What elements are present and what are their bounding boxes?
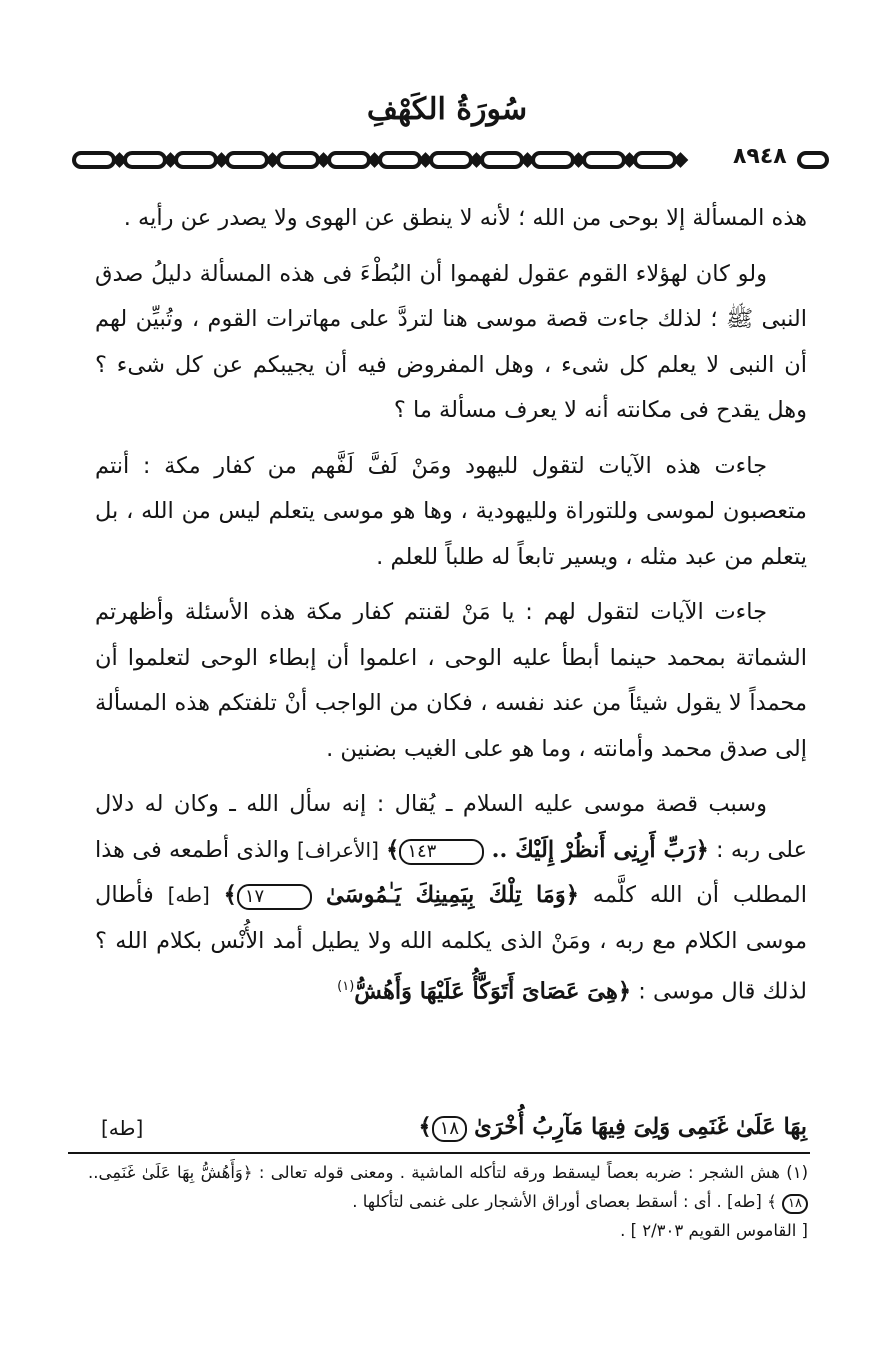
chain-link [380,153,420,167]
ayah-number-3: ١٨ [432,1116,467,1142]
paragraph-5-text-a: وسبب قصة موسى عليه السلام ـ يُقال : إنه سأل الله ـ وكان له دلال على ربه : [95,791,808,863]
chain-link [482,153,522,167]
ayah-number-2: ١٧ [237,884,312,910]
paragraph-4: جاءت الآيات لتقول لهم : يا مَنْ لقنتم كفار مكة هذه الأسئلة وأظهرتم الشماتة بمحمد حينما أبطأ عليه الوحى ، اعلموا أن إبطاء الوحى لتعلموا أن محمداً لا يقول شيئاً من عند نفسه ، فكان من الواجب أنْ تلفتكم هذه المسألة إلى صدق محمد وأمانته ، وما هو على الغيب بضنين . [95,599,807,762]
footnote-separator [68,1152,810,1154]
surah-title: سُورَةُ الكَهْفِ [366,92,528,127]
paragraph-5-text-c: فأطال موسى الكلام مع ربه ، ومَنْ الذى يكلمه الله ولا يطيل أمد الأُنْس بكلام الله ؟ لذلك قال موسى : [95,882,807,1005]
footnote-text-1: (١) هش الشجر : ضربه بعصاً ليسقط ورقه لتأكله الماشية . ومعنى قوله تعالى : ﴿وَأَهُشُّ بِهَا عَلَىٰ غَنَمِى.. [88,1163,808,1182]
last-verse-line: بِهَا عَلَىٰ غَنَمِى وَلِىَ فِيهَا مَآرِبُ أُخْرَىٰ ١٨﴾ [418,1114,807,1140]
quran-verse-4: بِهَا عَلَىٰ غَنَمِى وَلِىَ فِيهَا مَآرِبُ أُخْرَىٰ [474,1114,807,1140]
chain-link [125,153,165,167]
paragraph-5: وسبب قصة موسى عليه السلام ـ يُقال : إنه سأل الله ـ وكان له دلال على ربه : ﴿رَبِّ أَرِنِى أَنظُرْ إِلَيْكَ .. ١٤٣﴾ [الأعراف] والذى أطمعه فى هذا المطلب أن الله كلَّمه ﴿وَمَا تِلْكَ بِيَمِينِكَ يَـٰمُوسَىٰ ١٧﴾ [طه] فأطال موسى الكلام مع ربه ، ومَنْ الذى يكلمه الله ولا يطيل أمد الأُنْس بكلام الله ؟ لذلك قال موسى : ﴿هِىَ عَصَاىَ أَتَوَكَّأُ عَلَيْهَا وَأَهُشُّ$^{(١)}$ [95,791,808,1005]
chain-link [176,153,216,167]
chain-link [74,153,114,167]
footnote-line-1 [88,1158,808,1216]
chain-link [533,153,573,167]
footnote-marker: (١) [337,979,355,994]
surah-ref-3: [طه] [101,1116,144,1140]
paragraph-2: ولو كان لهؤلاء القوم عقول لفهموا أن البُطْءَ فى هذه المسألة دليلُ صدق النبى ﷺ ؛ لذلك جاءت قصة موسى هنا لتردَّ على مهاترات القوم ، وتُبيِّن لهم أن النبى لا يعلم كل شىء ، وهل المفروض فيه أن يجيبكم عن كل شىء ؟ وهل يقدح فى مكانته أنه لا يعرف مسألة ما ؟ [95,260,807,423]
paragraph-1: هذه المسألة إلا بوحى من الله ؛ لأنه لا ينطق عن الهوى ولا يصدر عن رأيه . [123,205,807,231]
paragraph-3: جاءت هذه الآيات لتقول لليهود ومَنْ لَفَّ لَفَّهم من كفار مكة : أنتم متعصبون لموسى وللتوراة ولليهودية ، وها هو موسى يتعلم ليس من الله ، بل يتعلم من عبد مثله ، ويسير تابعاً له طلباً للعلم . [95,452,807,570]
footnote [88,1158,808,1245]
chain-diamond [676,155,686,165]
quran-verse-3: ﴿هِىَ عَصَاىَ أَتَوَكَّأُ عَلَيْهَا وَأَهُشُّ [354,978,632,1005]
chain-link [584,153,624,167]
paragraph-5-text-b: والذى أطمعه فى هذا المطلب أن الله كلَّمه [95,836,808,908]
header-ornament-rule [72,143,829,177]
chain-link [635,153,675,167]
main-text [95,196,807,1025]
chain-link [329,153,369,167]
surah-ref-2: [طه] [167,883,210,907]
chain-link [227,153,267,167]
chain-link [799,153,827,167]
chain-link [278,153,318,167]
footnote-line-3: [ القاموس القويم ٢/٣٠٣ ] . [620,1221,808,1240]
chain-link [431,153,471,167]
quran-verse-1: ﴿رَبِّ أَرِنِى أَنظُرْ إِلَيْكَ .. [491,836,709,863]
quran-verse-2: ﴿وَمَا تِلْكَ بِيَمِينِكَ يَـٰمُوسَىٰ [326,882,579,908]
page-number: ٨٩٤٨ [733,144,787,169]
footnote-text-2: ﴾ [طه] . أى : أسقط بعصاى أوراق الأشجار على غنمى لتأكلها . [352,1192,777,1211]
ayah-number-1: ١٤٣ [399,839,484,865]
surah-ref-1: [الأعراف] [297,837,379,862]
footnote-ayah-number: ١٨ [782,1194,808,1214]
